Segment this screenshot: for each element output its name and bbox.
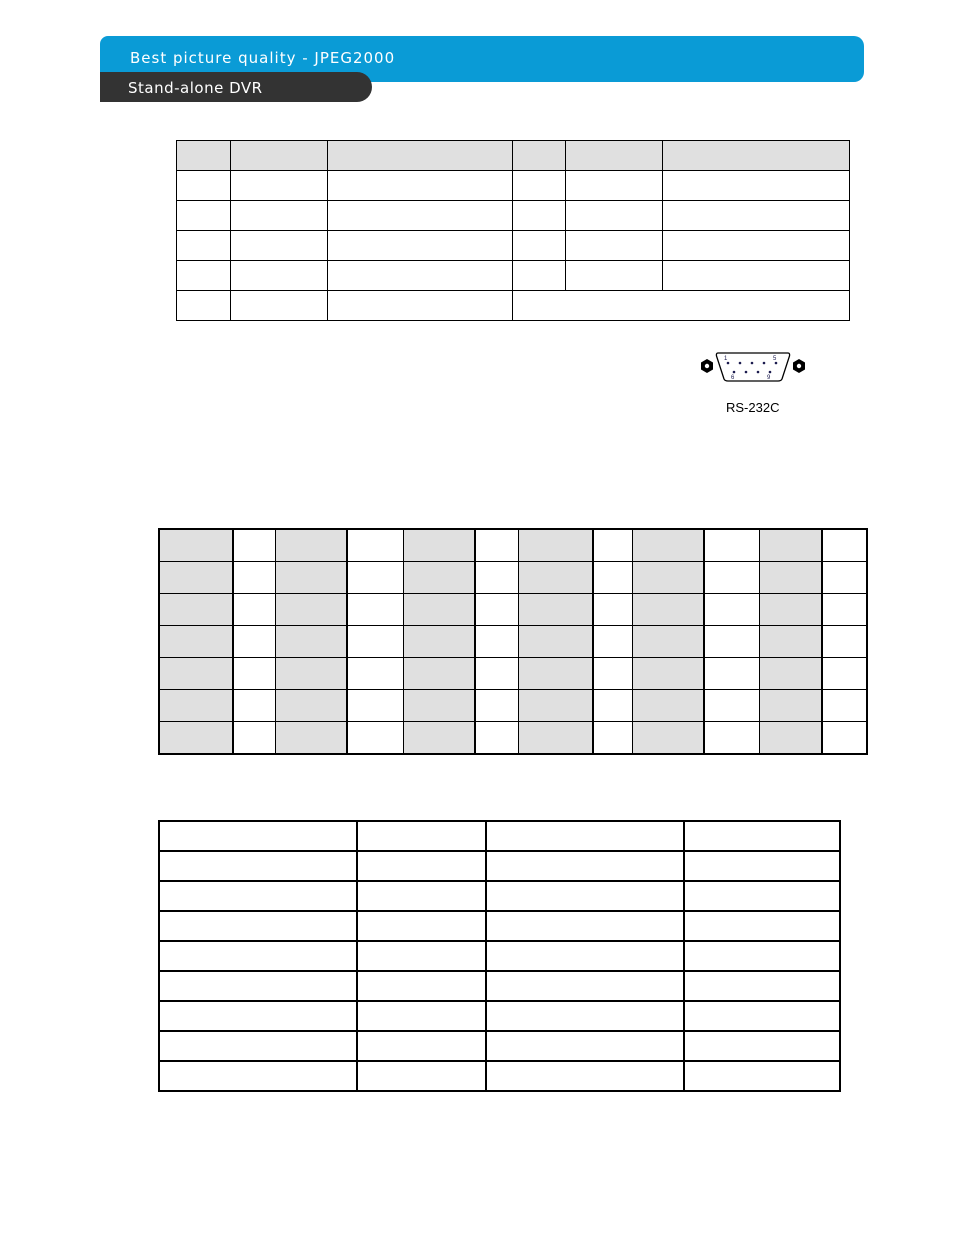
table-cell (475, 594, 518, 626)
table-cell (177, 231, 231, 261)
table-row (159, 851, 840, 881)
table-cell (233, 594, 275, 626)
table-cell (518, 529, 593, 562)
table-cell (759, 626, 822, 658)
table-cell (513, 231, 566, 261)
table-row (159, 911, 840, 941)
table-cell (328, 171, 513, 201)
table-row (159, 658, 867, 690)
table-cell (328, 291, 513, 321)
table-cell (159, 971, 357, 1001)
connector-label: RS-232C (726, 400, 780, 415)
pin-label: 5 (773, 356, 777, 362)
table-cell (593, 722, 632, 755)
table-cell (159, 658, 233, 690)
table-cell (759, 529, 822, 562)
table-cell (486, 881, 684, 911)
table-cell (275, 562, 347, 594)
table-cell (759, 690, 822, 722)
table-cell (822, 626, 867, 658)
table-cell (663, 231, 850, 261)
table-row (159, 562, 867, 594)
table-cell (593, 594, 632, 626)
table-cell (177, 291, 231, 321)
table-cell (513, 141, 566, 171)
table-cell (566, 141, 663, 171)
table-cell (663, 201, 850, 231)
table-cell (328, 231, 513, 261)
table-row (177, 201, 850, 231)
table-cell (663, 261, 850, 291)
table-cell (566, 171, 663, 201)
table-cell (759, 658, 822, 690)
table-cell (177, 141, 231, 171)
table-cell (566, 261, 663, 291)
table-cell (347, 690, 403, 722)
table-cell (475, 529, 518, 562)
table-cell (275, 529, 347, 562)
table-cell (231, 261, 328, 291)
table-cell (684, 941, 840, 971)
table-cell (632, 722, 704, 755)
table-cell (632, 562, 704, 594)
table-cell (275, 594, 347, 626)
table-cell (357, 1061, 486, 1091)
table-row (177, 171, 850, 201)
table-cell (513, 201, 566, 231)
table-cell (159, 1061, 357, 1091)
table-cell (231, 141, 328, 171)
table-cell (347, 594, 403, 626)
table-cell (704, 594, 759, 626)
table-cell (486, 821, 684, 851)
table-cell (759, 594, 822, 626)
table-cell (684, 851, 840, 881)
table-cell (231, 171, 328, 201)
table-cell (347, 658, 403, 690)
table-cell (822, 562, 867, 594)
table-cell (593, 658, 632, 690)
table-cell (822, 529, 867, 562)
table-cell (684, 1061, 840, 1091)
table-cell (403, 626, 475, 658)
table-cell (347, 562, 403, 594)
table-cell (822, 594, 867, 626)
table-cell (518, 722, 593, 755)
table-cell (231, 231, 328, 261)
table-row (177, 291, 850, 321)
table-cell (159, 911, 357, 941)
table-cell (357, 1031, 486, 1061)
pin-label: 9 (767, 375, 771, 381)
table-cell (704, 658, 759, 690)
table-row (159, 1031, 840, 1061)
table-cell (159, 881, 357, 911)
pin-label: 6 (731, 375, 735, 381)
table-row (159, 722, 867, 755)
table-cell (704, 529, 759, 562)
table-cell (704, 722, 759, 755)
table-cell (704, 626, 759, 658)
table-cell (475, 690, 518, 722)
table-row (159, 626, 867, 658)
table-cell (518, 626, 593, 658)
table-cell (328, 261, 513, 291)
table-cell (593, 529, 632, 562)
table-row (177, 231, 850, 261)
table-cell (357, 851, 486, 881)
table-row (159, 1001, 840, 1031)
table-row (159, 881, 840, 911)
table-cell (822, 690, 867, 722)
table-cell (403, 562, 475, 594)
table-cell (403, 690, 475, 722)
grid-table (158, 528, 868, 755)
table-row (159, 821, 840, 851)
table-cell (159, 941, 357, 971)
table-cell (566, 201, 663, 231)
table-cell (684, 911, 840, 941)
rs232-connector-icon (698, 348, 808, 388)
table-cell (593, 690, 632, 722)
header-subtitle-tab (100, 72, 372, 102)
table-cell (177, 201, 231, 231)
table-cell (275, 658, 347, 690)
table-cell (403, 658, 475, 690)
table-cell (347, 529, 403, 562)
table-row (159, 971, 840, 1001)
bottom-table (158, 820, 841, 1092)
table-cell (486, 1031, 684, 1061)
table-cell (403, 722, 475, 755)
table-cell (704, 562, 759, 594)
table-cell (684, 1001, 840, 1031)
table-cell (159, 594, 233, 626)
table-cell (357, 881, 486, 911)
table-cell (159, 821, 357, 851)
table-cell (593, 562, 632, 594)
table-cell (233, 658, 275, 690)
table-row (159, 941, 840, 971)
table-cell (486, 941, 684, 971)
table-cell (632, 594, 704, 626)
table-cell-merged (513, 291, 850, 321)
table-cell (486, 1061, 684, 1091)
table-cell (159, 562, 233, 594)
table-cell (233, 722, 275, 755)
table-cell (275, 722, 347, 755)
table-cell (347, 722, 403, 755)
pin-table (176, 140, 850, 321)
table-cell (233, 626, 275, 658)
table-cell (357, 971, 486, 1001)
table-cell (632, 690, 704, 722)
table-cell (231, 201, 328, 231)
table-cell (403, 594, 475, 626)
table-cell (475, 658, 518, 690)
table-cell (663, 141, 850, 171)
pin-label: 1 (724, 356, 728, 362)
table-cell (513, 261, 566, 291)
table-cell (475, 722, 518, 755)
table-cell (759, 562, 822, 594)
table-row (159, 594, 867, 626)
table-cell (486, 1001, 684, 1031)
table-cell (159, 690, 233, 722)
table-cell (566, 231, 663, 261)
table-cell (177, 171, 231, 201)
table-row (159, 529, 867, 562)
table-cell (159, 626, 233, 658)
table-cell (518, 690, 593, 722)
table-cell (177, 261, 231, 291)
table-cell (275, 626, 347, 658)
table-cell (593, 626, 632, 658)
table-cell (159, 1031, 357, 1061)
table-cell (822, 722, 867, 755)
table-cell (684, 881, 840, 911)
table-cell (486, 911, 684, 941)
table-cell (632, 658, 704, 690)
table-cell (518, 594, 593, 626)
table-cell (759, 722, 822, 755)
table-cell (486, 851, 684, 881)
table-cell (632, 529, 704, 562)
table-cell (347, 626, 403, 658)
table-cell (663, 171, 850, 201)
table-row (159, 1061, 840, 1091)
table-cell (328, 141, 513, 171)
table-cell (357, 1001, 486, 1031)
table-cell (159, 851, 357, 881)
header-subtitle: Stand-alone DVR (128, 79, 263, 97)
table-row (159, 690, 867, 722)
table-cell (233, 529, 275, 562)
table-cell (684, 821, 840, 851)
table-cell (513, 171, 566, 201)
table-cell (518, 658, 593, 690)
table-cell (159, 1001, 357, 1031)
table-cell (822, 658, 867, 690)
table-cell (275, 690, 347, 722)
table-cell (475, 626, 518, 658)
table-cell (159, 722, 233, 755)
table-cell (233, 690, 275, 722)
table-cell (357, 941, 486, 971)
table-header-row (177, 141, 850, 171)
table-row (177, 261, 850, 291)
table-cell (233, 562, 275, 594)
table-cell (684, 1031, 840, 1061)
header-title: Best picture quality - JPEG2000 (130, 49, 396, 67)
table-cell (704, 690, 759, 722)
table-cell (357, 821, 486, 851)
table-cell (475, 562, 518, 594)
table-cell (328, 201, 513, 231)
table-cell (231, 291, 328, 321)
table-cell (632, 626, 704, 658)
table-cell (486, 971, 684, 1001)
table-cell (357, 911, 486, 941)
table-cell (518, 562, 593, 594)
table-cell (684, 971, 840, 1001)
table-cell (159, 529, 233, 562)
table-cell (403, 529, 475, 562)
